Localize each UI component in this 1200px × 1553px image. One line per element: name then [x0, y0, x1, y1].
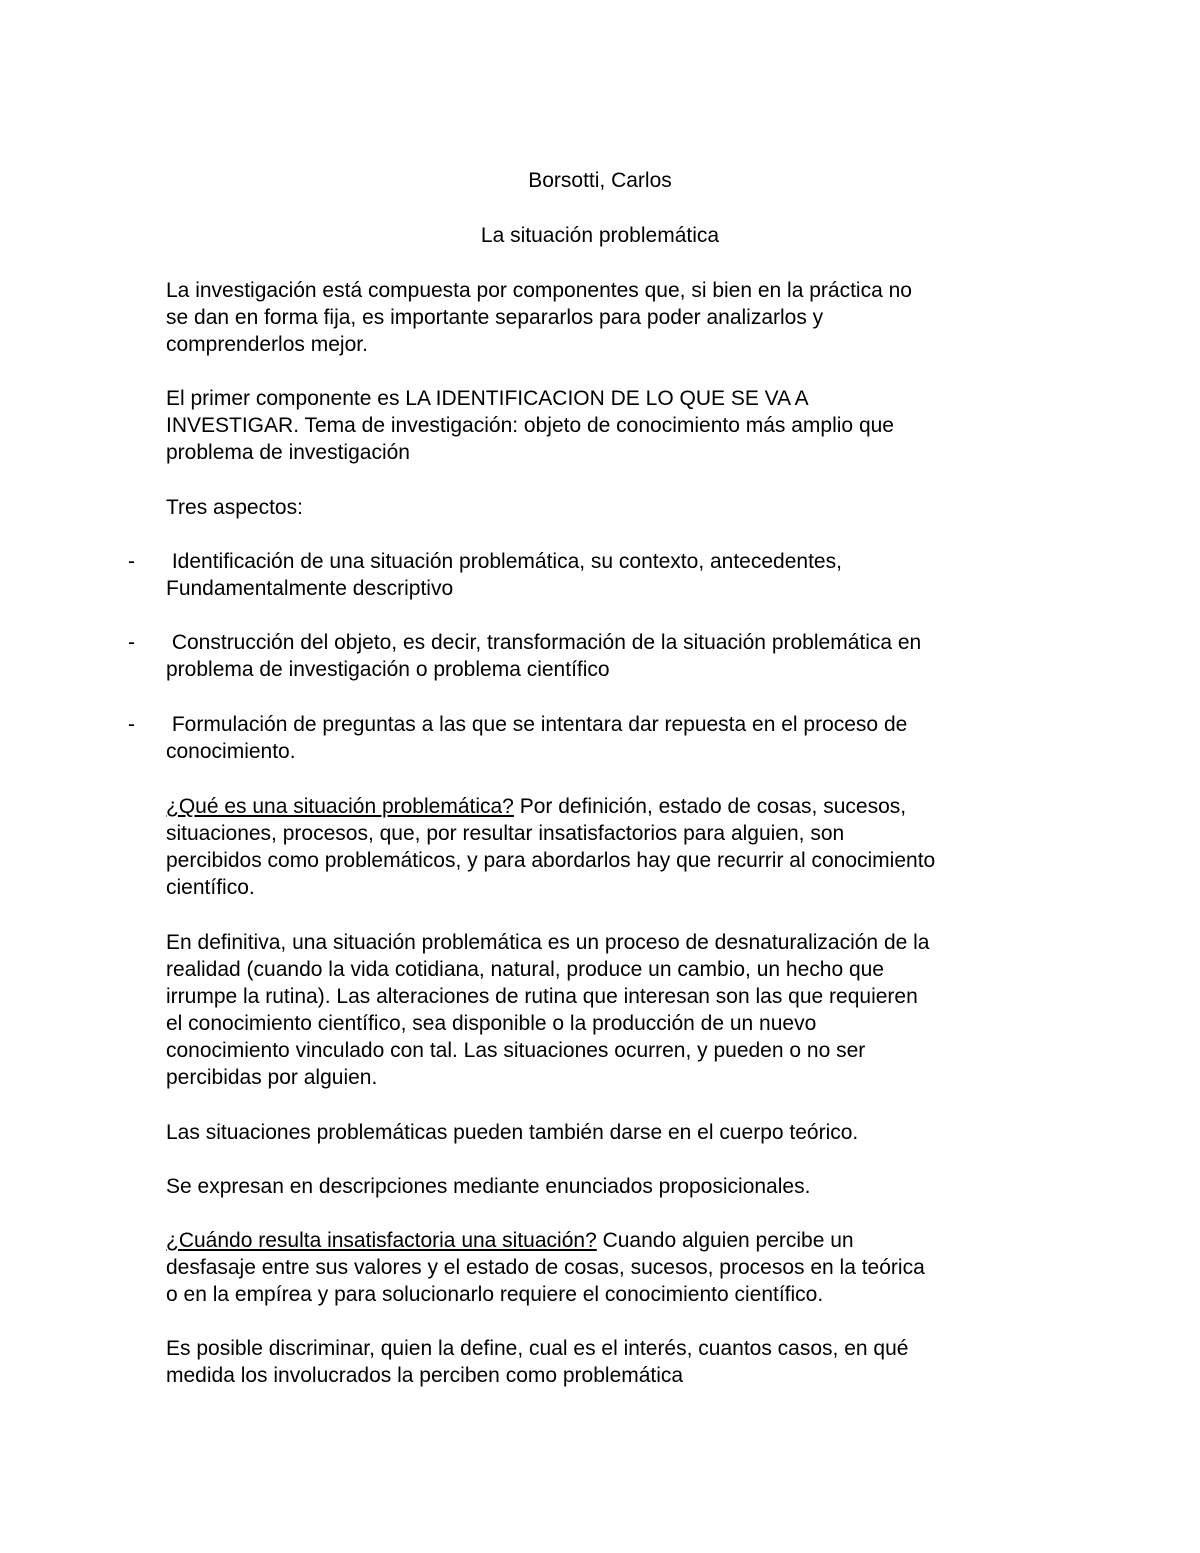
- intro-paragraph: [166, 277, 1046, 358]
- text-line: percibidas por alguien.: [166, 1066, 378, 1089]
- aspects-heading: [166, 494, 1046, 521]
- author-name: Borsotti, Carlos: [528, 169, 672, 192]
- text-line: se dan en forma fija, es importante separarlos para poder analizarlos y: [166, 306, 824, 329]
- text-line: o en la empírea y para solucionarlo requiere el conocimiento científico.: [166, 1283, 824, 1306]
- text-line: [166, 793, 1046, 820]
- text-line: [166, 1227, 1046, 1254]
- bullet-marker: -: [128, 631, 135, 654]
- definition-question: ¿Qué es una situación problemática?: [166, 795, 514, 818]
- bullet-item: [166, 548, 1046, 602]
- discriminate-paragraph: [166, 1335, 1046, 1389]
- text-line: El primer componente es LA IDENTIFICACION DE LO QUE SE VA A: [166, 387, 809, 410]
- definitive-paragraph: [166, 929, 1046, 1091]
- bullet-item: [166, 711, 1046, 765]
- document-title: La situación problemática: [480, 224, 720, 247]
- text-line: situaciones, procesos, que, por resultar insatisfactorios para alguien, son: [166, 822, 845, 845]
- text-line: Las situaciones problemáticas pueden también darse en el cuerpo teórico.: [166, 1121, 859, 1144]
- text-line: problema de investigación o problema científico: [166, 658, 610, 681]
- insatisfaction-question: ¿Cuándo resulta insatisfactoria una situación?: [166, 1229, 597, 1252]
- text-line: Construcción del objeto, es decir, transformación de la situación problemática en: [166, 631, 922, 654]
- insatisfaction-paragraph: [166, 1227, 1046, 1308]
- bullet-marker: -: [128, 550, 135, 573]
- text-line: conocimiento.: [166, 740, 296, 763]
- text-line: problema de investigación: [166, 441, 410, 464]
- text-line: desfasaje entre sus valores y el estado de cosas, sucesos, procesos en la teórica: [166, 1256, 925, 1279]
- first-component-paragraph: [166, 385, 1046, 466]
- text-line: realidad (cuando la vida cotidiana, natural, produce un cambio, un hecho que: [166, 958, 884, 981]
- text-line: INVESTIGAR. Tema de investigación: objeto de conocimiento más amplio que: [166, 414, 894, 437]
- text-line: el conocimiento científico, sea disponible o la producción de un nuevo: [166, 1012, 817, 1035]
- theory-paragraph: [166, 1119, 1046, 1146]
- text-line: irrumpe la rutina). Las alteraciones de rutina que interesan son las que requieren: [166, 985, 918, 1008]
- text-line: Se expresan en descripciones mediante enunciados proposicionales.: [166, 1175, 811, 1198]
- text-line: Formulación de preguntas a las que se intentara dar repuesta en el proceso de: [166, 713, 908, 736]
- bullet-item: [166, 629, 1046, 683]
- text-line: Es posible discriminar, quien la define, cual es el interés, cuantos casos, en qué: [166, 1337, 909, 1360]
- expression-paragraph: [166, 1173, 1046, 1200]
- text-line: En definitiva, una situación problemática es un proceso de desnaturalización de la: [166, 931, 930, 954]
- text-line: percibidos como problemáticos, y para abordarlos hay que recurrir al conocimiento: [166, 849, 936, 872]
- text-line: La investigación está compuesta por componentes que, si bien en la práctica no: [166, 279, 912, 302]
- text-line: comprenderlos mejor.: [166, 333, 368, 356]
- text-line: científico.: [166, 876, 255, 899]
- bullet-marker: -: [128, 713, 135, 736]
- text-fragment: Cuando alguien percibe un: [596, 1229, 854, 1252]
- text-line: Tres aspectos:: [166, 496, 303, 519]
- text-line: Fundamentalmente descriptivo: [166, 577, 454, 600]
- text-fragment: Por definición, estado de cosas, sucesos,: [513, 795, 907, 818]
- text-line: Identificación de una situación problemática, su contexto, antecedentes,: [166, 550, 842, 573]
- definition-paragraph: [166, 793, 1046, 901]
- text-line: conocimiento vinculado con tal. Las situaciones ocurren, y pueden o no ser: [166, 1039, 866, 1062]
- text-line: medida los involucrados la perciben como problemática: [166, 1364, 684, 1387]
